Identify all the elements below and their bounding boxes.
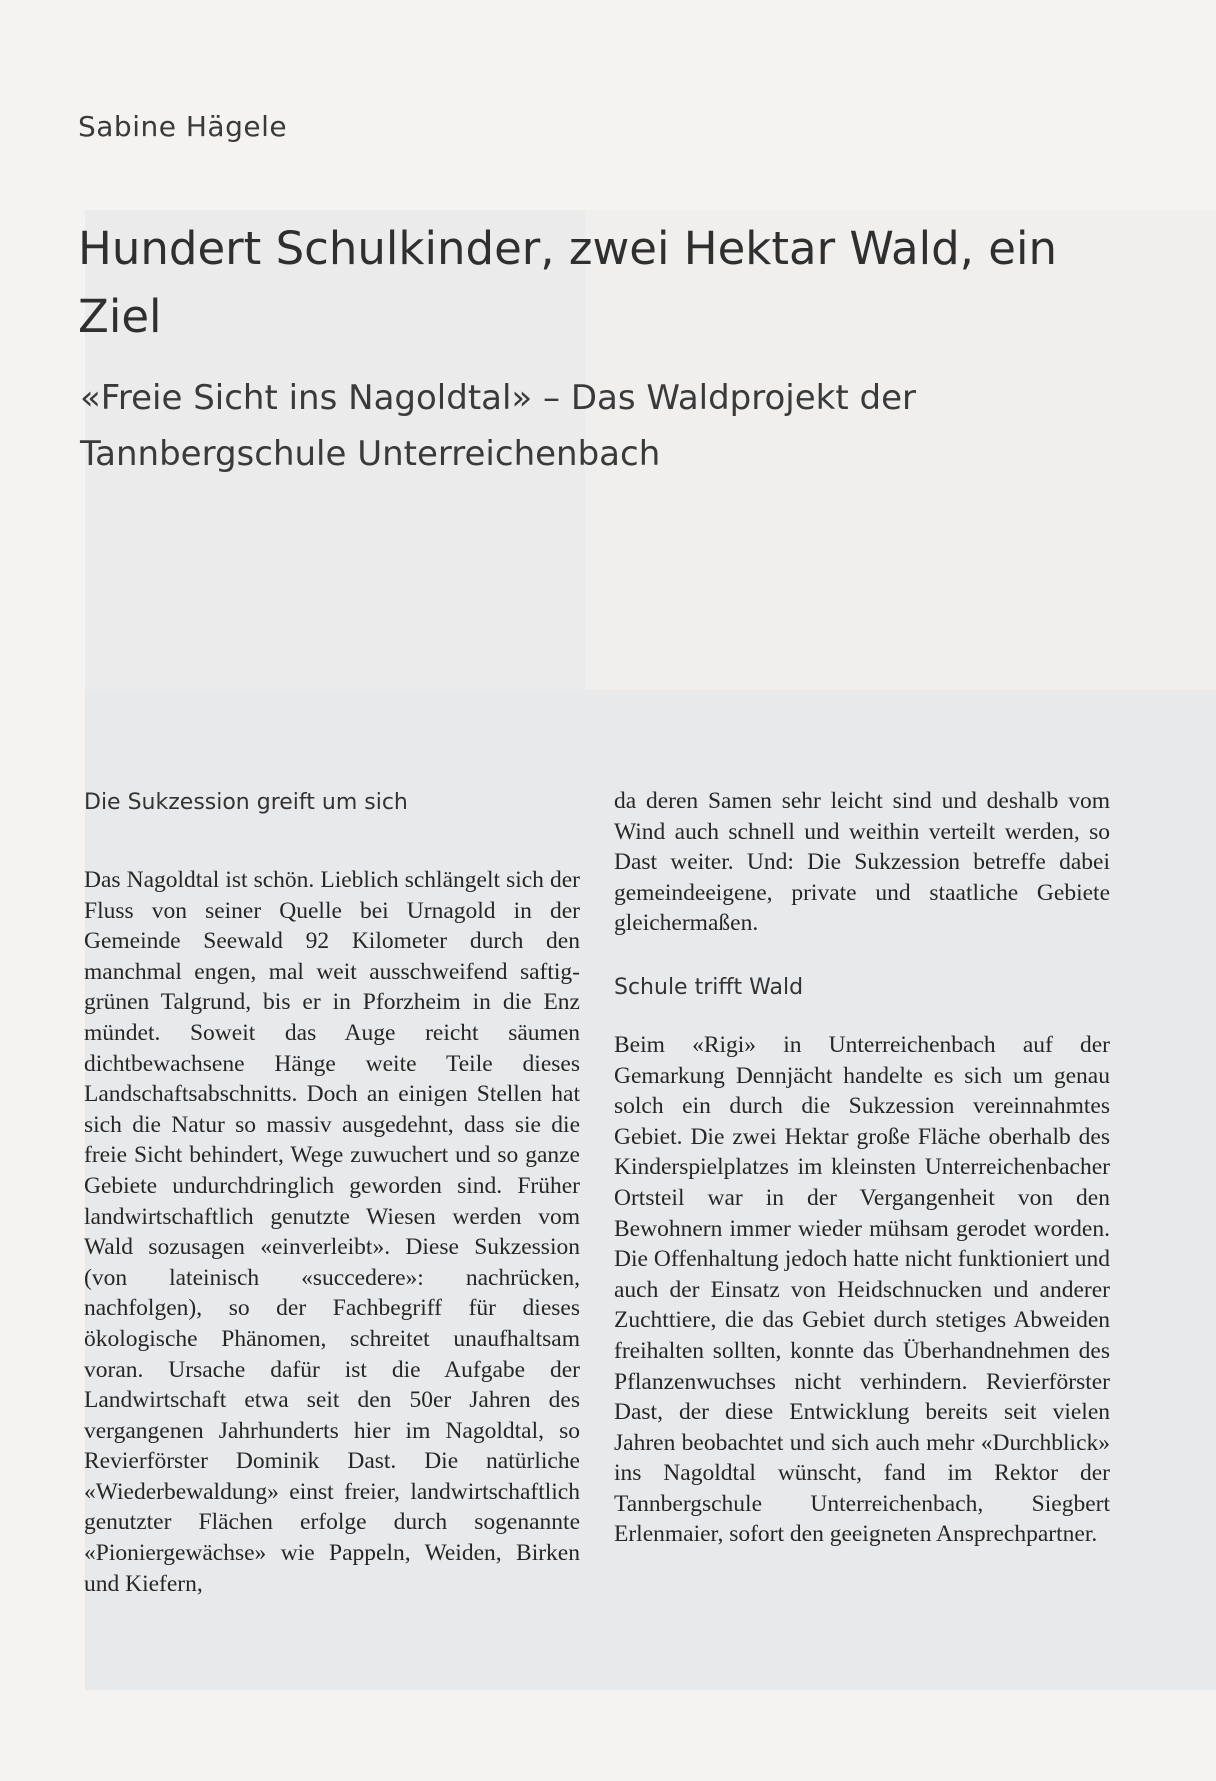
article-title: Hundert Schulkinder, zwei Hektar Wald, ein Ziel xyxy=(78,222,1057,343)
body-paragraph-schule: Beim «Rigi» in Unterreichenbach auf der Gemarkung Dennjächt handelte es sich um genau solch ein durch die Sukzession vereinnahmtes Gebiet. Die zwei Hektar große Fläche oberhalb des Kinderspielplatzes im kleinsten Unterreichenbacher Ortsteil war in der Vergangenheit von den Bewohnern immer wieder mühsam gerodet worden. Die Offenhaltung jedoch hatte nicht funktioniert und auch der Einsatz von Heidschnucken und anderer Zuchttiere, die das Gebiet durch stetiges Abweiden freihalten sollten, konnte das Überhandnehmen des Pflanzenwuchses nicht verhindern. Revierförster Dast, der diese Entwicklung bereits seit vielen Jahren beobachtet und sich auch mehr «Durchblick» ins Nagoldtal wünscht, fand im Rektor der Tannbergschule Unterreichenbach, Siegbert Erlenmaier, sofort den geeigneten Ansprechpartner. xyxy=(614,1031,1110,1548)
body-paragraph-sukzession: Das Nagoldtal ist schön. Lieblich schlängelt sich der Fluss von seiner Quelle bei Urnagold in der Gemeinde Seewald 92 Kilometer durch den manchmal engen, mal weit ausschweifend saftig-grünen Talgrund, bis er in Pforzheim in die Enz mündet. Soweit das Auge reicht säumen dichtbewachsene Hänge weite Teile dieses Landschaftsabschnitts. Doch an einigen Stellen hat sich die Natur so massiv ausgedehnt, dass sie die freie Sicht behindert, Wege zuwuchert und so ganze Gebiete undurchdringlich geworden sind. Früher landwirtschaftlich genutzte Wiesen werden vom Wald sozusagen «einverleibt». Diese Sukzession (von lateinisch «succedere»: nachrücken, nachfolgen), so der Fachbegriff für dieses ökologische Phänomen, schreitet unaufhaltsam voran. Ursache dafür ist die Aufgabe der Landwirtschaft etwa seit den 50er Jahren des vergangenen Jahrhunderts hier im Nagoldtal, so Revierförster Dominik Dast. Die natürliche «Wiederbewaldung» einst freier, landwirtschaftlich genutzter Flächen erfolge durch sogenannte «Pioniergewächse» wie Pappeln, Weiden, Birken und Kiefern, xyxy=(84,867,580,1597)
section-heading-schule-trifft-wald: Schule trifft Wald xyxy=(614,974,804,1000)
running-header-author: Sabine Hägele xyxy=(78,110,288,143)
section-heading-sukzession: Die Sukzession greift um sich xyxy=(84,790,408,815)
article-subtitle: «Freie Sicht ins Nagoldtal» – Das Waldprojekt der Tannbergschule Unterreichenbach xyxy=(80,378,916,474)
left-column xyxy=(84,786,580,1599)
right-column xyxy=(614,786,1110,1550)
body-paragraph-continuation: da deren Samen sehr leicht sind und deshalb vom Wind auch schnell und weithin verteilt werden, so Dast weiter. Und: Die Sukzession betreffe dabei gemeindeeigene, private und staatliche Gebiete gleichermaßen. xyxy=(614,788,1110,937)
